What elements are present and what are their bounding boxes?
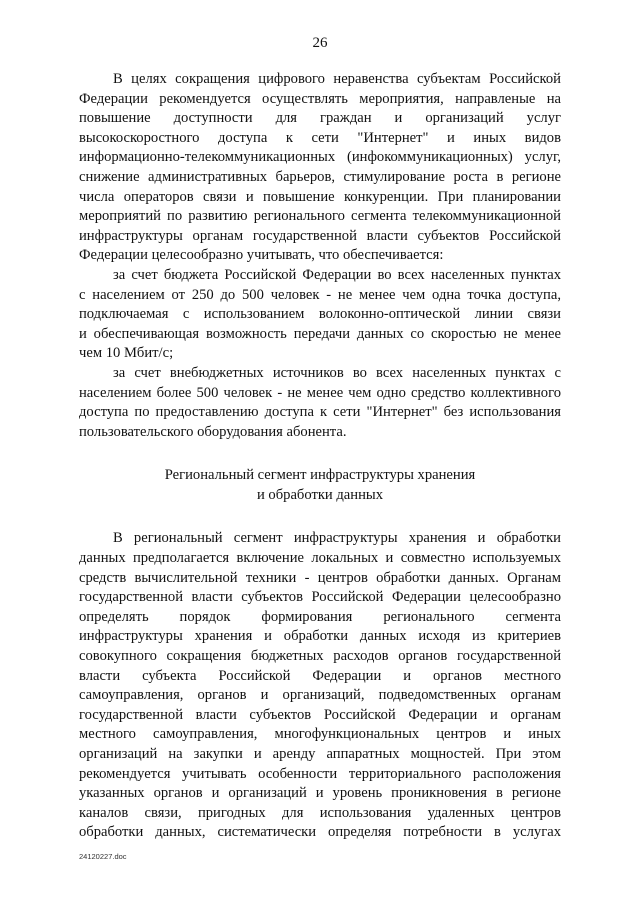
text-line: информационно-телекоммуникационных (инфокоммуникационных) услуг, (79, 149, 561, 166)
text-line: снижение административных барьеров, стимулирование роста в регионе (79, 168, 561, 185)
text-line: В целях сокращения цифрового неравенства субъектам Российской (113, 71, 561, 87)
text-line: числа операторов связи и повышение конкуренции. При планировании (79, 188, 561, 205)
text-line: данных предполагается включение локальных и совместно используемых (79, 550, 561, 567)
text-line: обработки данных, систематически определяя потребности в услугах (79, 824, 561, 841)
text-line: определять порядок формирования регионального сегмента (79, 608, 561, 625)
text-line: населением более 500 человек - не менее чем одно средство коллективного (79, 384, 561, 401)
text-line: за счет бюджета Российской Федерации во всех населенных пунктах (113, 266, 561, 283)
paragraph-extra-budget (79, 364, 561, 442)
text-line: указанных органов и организаций и уровень проникновения в регионе (79, 785, 561, 802)
text-line: государственной власти субъектов Российской Федерации и органам (79, 706, 561, 723)
text-line: и обеспечивающая возможность передачи данных со скоростью не менее (79, 325, 561, 342)
text-line: чем 10 Мбит/с; (79, 345, 174, 362)
heading-line: и обработки данных (256, 486, 384, 503)
text-line: самоуправления, органов и организаций, подведомственных органам (79, 687, 561, 704)
text-line: государственной власти субъектов Российской Федерации целесообразно (79, 589, 561, 606)
footer-filename: 24120227.doc (79, 852, 127, 861)
text-line: инфраструктуры органам государственной власти субъектов Российской (79, 227, 561, 244)
text-line: за счет внебюджетных источников во всех населенных пунктах с (113, 364, 561, 381)
paragraph-federal-budget (79, 266, 561, 364)
text-line: инфраструктуры хранения и обработки данных исходя из критериев (79, 628, 561, 645)
text-line: доступа по предоставлению доступа к сети "Интернет" без использования (79, 404, 561, 421)
text-line: средств вычислительной техники - центров обработки данных. Органам (79, 569, 561, 586)
text-line: В региональный сегмент инфраструктуры хранения и обработки (113, 530, 561, 547)
text-line: каналов связи, пригодных для использования удаленных центров (79, 804, 561, 821)
section-heading (79, 466, 561, 505)
text-line: с населением от 250 до 500 человек - не менее чем одна точка доступа, (79, 286, 561, 303)
text-line: мероприятий по развитию регионального сегмента телекоммуникационной (79, 208, 561, 225)
text-line: совокупного сокращения бюджетных расходов органов государственной (79, 648, 561, 665)
text-line: повышение доступности для граждан и организаций услуг (79, 110, 561, 127)
text-line: высокоскоростного доступа к сети "Интернет" и иных видов (79, 129, 561, 146)
text-line: власти субъекта Российской Федерации и органов местного (79, 667, 561, 684)
text-line: рекомендуется учитывать особенности территориального расположения (79, 765, 561, 782)
text-line: Федерации целесообразно учитывать, что обеспечивается: (79, 247, 444, 264)
paragraph-digital-inequality (79, 70, 561, 266)
paragraph-data-storage (79, 529, 561, 843)
text-line: организаций на закупки и аренду аппаратных мощностей. При этом (79, 746, 561, 762)
document-body (79, 70, 561, 843)
text-line: подключаемая с использованием волоконно-оптической линии связи (79, 306, 561, 323)
text-line: пользовательского оборудования абонента. (79, 423, 347, 440)
heading-line: Региональный сегмент инфраструктуры хранения (164, 467, 476, 484)
text-line: местного самоуправления, многофункциональных центров и иных (79, 726, 561, 743)
text-line: Федерации рекомендуется осуществлять мероприятия, направленые на (79, 90, 561, 107)
page-number: 26 (312, 35, 328, 51)
